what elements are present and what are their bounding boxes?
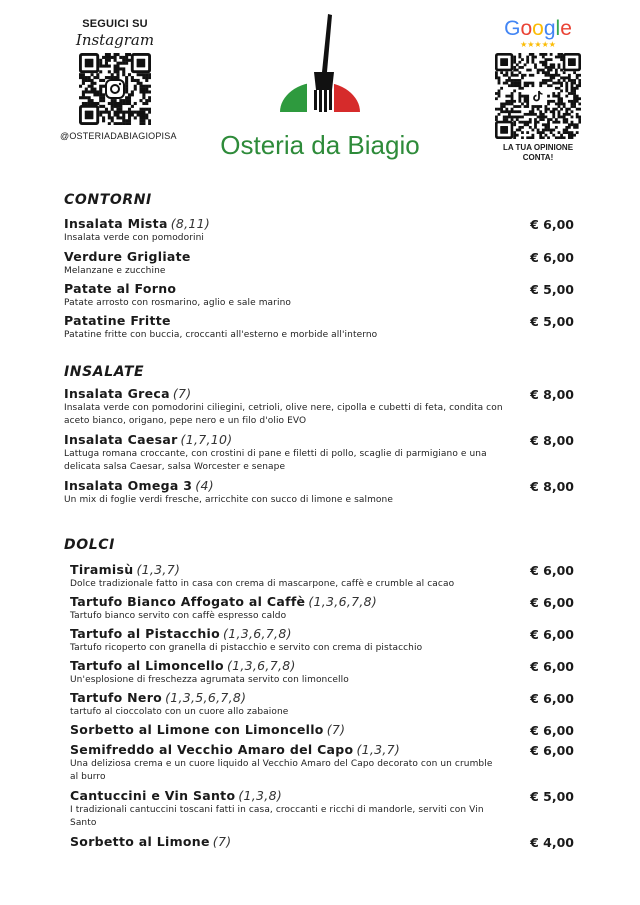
item-name: Tartufo al Pistacchio xyxy=(70,626,221,641)
item-description: Insalata verde con pomodorini ciliegini, cetrioli, olive nere, cipolla e cubetti di feta, condita con aceto bianco, origano, pepe nero e un filo d'olio EVO xyxy=(64,403,503,426)
item-allergens: (1,3,5,6,7,8) xyxy=(165,690,247,705)
google-caption-line: LA TUA OPINIONE xyxy=(502,143,574,152)
item-name: Sorbetto al Limone xyxy=(70,834,210,849)
fork-icon xyxy=(200,10,440,130)
item-description: Melanzane e zucchine xyxy=(64,266,166,276)
item-name: Insalata Greca xyxy=(64,386,170,401)
section-title-contorni: CONTORNI xyxy=(64,192,152,208)
google-letter: G xyxy=(504,17,521,40)
item-price: € 8,00 xyxy=(530,433,574,448)
item-price: € 6,00 xyxy=(530,743,574,758)
item-allergens: (8,11) xyxy=(170,216,211,231)
tiktok-icon xyxy=(531,89,545,103)
item-name: Sorbetto al Limone con Limoncello xyxy=(70,722,324,737)
menu-item xyxy=(64,248,574,278)
item-description: Patatine fritte con buccia, croccanti all'esterno e morbide all'interno xyxy=(64,330,378,340)
item-price: € 6,00 xyxy=(530,659,574,674)
item-description: Lattuga romana croccante, con crostini di pane e filetti di pollo, scaglie di parmigiano e una delicata salsa Caesar, salsa Worcester e senape xyxy=(64,449,487,472)
google-letter: l xyxy=(555,17,561,40)
item-allergens: (1,3,6,7,8) xyxy=(223,626,292,641)
menu-item xyxy=(64,215,574,245)
section-title-insalate: INSALATE xyxy=(64,364,145,380)
google-caption xyxy=(492,143,584,163)
item-price: € 6,00 xyxy=(530,217,574,232)
item-description: Un'esplosione di freschezza agrumata servito con limoncello xyxy=(70,675,349,685)
item-price: € 5,00 xyxy=(530,789,574,804)
restaurant-logo xyxy=(200,10,440,160)
item-description: Una deliziosa crema e un cuore liquido al Vecchio Amaro del Capo decorato con un crumble al burro xyxy=(70,759,493,782)
instagram-handle: @OSTERIADABIAGIOPISA xyxy=(60,131,177,141)
menu-item xyxy=(70,593,574,623)
item-name: Verdure Grigliate xyxy=(64,249,191,264)
item-allergens: (1,7,10) xyxy=(180,432,233,447)
google-qr-code-icon[interactable] xyxy=(495,53,581,139)
google-letter: o xyxy=(520,17,533,40)
item-description: tartufo al cioccolato con un cuore allo zabaione xyxy=(70,707,289,717)
menu-item xyxy=(70,689,574,719)
menu-item xyxy=(70,625,574,655)
item-description: Patate arrosto con rosmarino, aglio e sale marino xyxy=(64,298,291,308)
instagram-brand: Instagram xyxy=(75,31,155,49)
menu-header xyxy=(0,0,640,170)
item-allergens: (1,3,6,7,8) xyxy=(226,658,296,673)
item-price: € 6,00 xyxy=(530,563,574,578)
item-price: € 8,00 xyxy=(530,387,574,402)
item-price: € 4,00 xyxy=(530,835,574,850)
menu-item xyxy=(70,721,574,738)
menu-item xyxy=(64,431,574,474)
item-price: € 6,00 xyxy=(530,595,574,610)
item-name: Tartufo Nero xyxy=(70,690,163,705)
item-name: Patate al Forno xyxy=(64,281,177,296)
item-name: Cantuccini e Vin Santo xyxy=(70,788,236,803)
menu-item xyxy=(70,741,574,784)
item-name: Semifreddo al Vecchio Amaro del Capo xyxy=(70,742,354,757)
restaurant-name: Osteria da Biagio xyxy=(220,130,420,160)
menu-item xyxy=(70,561,574,591)
item-name: Tiramisù xyxy=(70,562,134,577)
menu-item xyxy=(70,833,574,850)
item-description: Insalata verde con pomodorini xyxy=(64,233,205,243)
item-allergens: (1,3,6,7,8) xyxy=(308,594,378,609)
item-name: Tartufo Bianco Affogato al Caffè xyxy=(70,594,306,609)
menu-item xyxy=(64,280,574,310)
instagram-icon xyxy=(106,80,124,98)
instagram-qr-code-icon[interactable] xyxy=(79,53,151,125)
item-name: Patatine Fritte xyxy=(64,313,171,328)
item-price: € 6,00 xyxy=(530,691,574,706)
item-price: € 6,00 xyxy=(530,250,574,265)
item-description: Dolce tradizionale fatto in casa con crema di mascarpone, caffè e crumble al cacao xyxy=(70,579,455,589)
item-allergens: (7) xyxy=(172,386,192,401)
google-caption-line: CONTA! xyxy=(522,153,554,162)
item-description: Tartufo ricoperto con granella di pistacchio e servito con crema di pistacchio xyxy=(70,643,423,653)
instagram-block xyxy=(60,18,177,141)
item-allergens: (7) xyxy=(326,722,346,737)
menu-item xyxy=(64,312,574,342)
item-allergens: (7) xyxy=(212,834,232,849)
menu-item xyxy=(70,657,574,687)
instagram-follow-label: SEGUICI SU xyxy=(82,18,148,30)
google-letter: o xyxy=(532,17,544,40)
item-price: € 6,00 xyxy=(530,627,574,642)
item-name: Tartufo al Limoncello xyxy=(70,658,224,673)
item-price: € 5,00 xyxy=(530,314,574,329)
google-letter: g xyxy=(543,17,556,40)
item-price: € 6,00 xyxy=(530,723,574,738)
item-allergens: (4) xyxy=(195,478,214,493)
star-rating-icon: ★★★★★ xyxy=(520,40,556,49)
menu-item xyxy=(64,385,574,428)
item-price: € 8,00 xyxy=(530,479,574,494)
google-letter: e xyxy=(560,17,572,40)
google-review-block xyxy=(492,18,584,163)
menu-item xyxy=(70,787,574,830)
section-title-dolci: DOLCI xyxy=(64,537,115,553)
item-allergens: (1,3,7) xyxy=(136,562,181,577)
item-description: Un mix di foglie verdi fresche, arricchite con succo di limone e salmone xyxy=(64,495,393,505)
item-price: € 5,00 xyxy=(530,282,574,297)
item-name: Insalata Omega 3 xyxy=(64,478,193,493)
item-description: Tartufo bianco servito con caffè espresso caldo xyxy=(70,611,287,621)
item-description: I tradizionali cantuccini toscani fatti in casa, croccanti e ricchi di mandorle, serviti con Vin Santo xyxy=(70,805,484,828)
google-logo xyxy=(492,18,584,40)
item-name: Insalata Caesar xyxy=(64,432,178,447)
item-name: Insalata Mista xyxy=(64,216,168,231)
item-allergens: (1,3,7) xyxy=(356,742,401,757)
menu-item xyxy=(64,477,574,507)
item-allergens: (1,3,8) xyxy=(238,788,283,803)
